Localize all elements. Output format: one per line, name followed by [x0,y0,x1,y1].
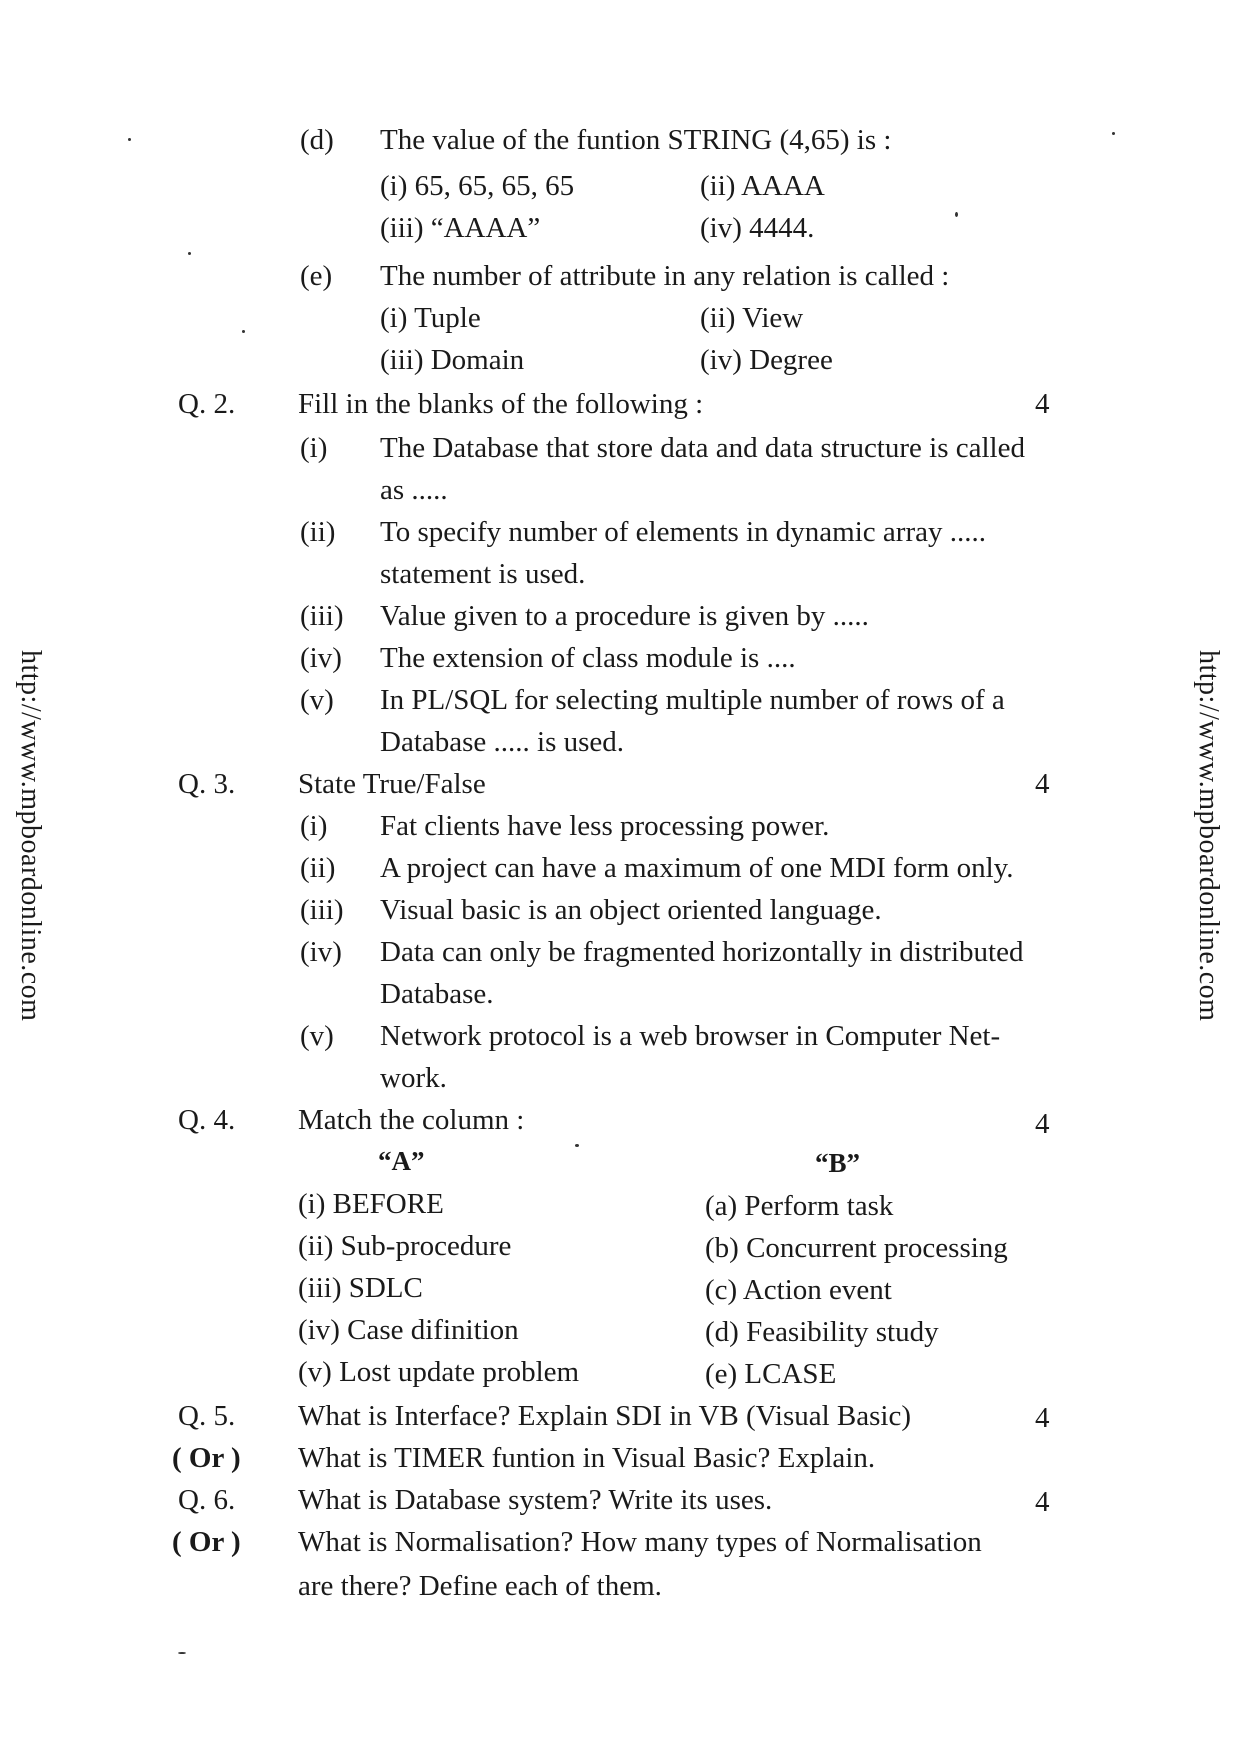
q3-item-iv-label: (iv) [300,936,342,968]
q6-or-line1: What is Normalisation? How many types of Normalisation [298,1526,982,1558]
q1e-option-iii: (iii) Domain [380,344,525,376]
q2-item-iii-line1: Value given to a procedure is given by ..... [380,600,869,632]
q5-or-label: ( Or ) [172,1442,241,1474]
scan-speck [575,1144,579,1147]
q3-item-iii-line1: Visual basic is an object oriented language. [380,894,882,926]
q1d-option-i: (i) 65, 65, 65, 65 [380,170,575,202]
q3-number: Q. 3. [178,768,236,800]
q4-col-b-item-2: (b) Concurrent processing [705,1232,1008,1264]
q4-col-a-item-2: (ii) Sub-procedure [298,1230,512,1262]
q3-item-iv-line1: Data can only be fragmented horizontally in distributed [380,936,1024,968]
q3-item-iv-line2: Database. [380,978,494,1010]
q5-marks: 4 [1035,1402,1050,1434]
q4-col-b-item-5: (e) LCASE [705,1358,837,1390]
q3-marks: 4 [1035,768,1050,800]
q1d-option-ii: (ii) AAAA [700,170,825,202]
q4-col-b-item-3: (c) Action event [705,1274,892,1306]
q2-item-ii-line1: To specify number of elements in dynamic array ..... [380,516,986,548]
q2-item-v-line2: Database ..... is used. [380,726,625,758]
q5-question: What is Interface? Explain SDI in VB (Visual Basic) [298,1400,911,1432]
q4-col-b-item-1: (a) Perform task [705,1190,894,1222]
q1d-option-iv: (iv) 4444. [700,212,815,244]
q2-item-i-line1: The Database that store data and data structure is called [380,432,1025,464]
q4-col-a-item-3: (iii) SDLC [298,1272,423,1304]
q2-item-ii-line2: statement is used. [380,558,586,590]
q1d-option-iii: (iii) “AAAA” [380,212,541,244]
q3-item-i-label: (i) [300,810,328,842]
q1e-question: The number of attribute in any relation is called : [380,260,950,292]
q6-or-line2: are there? Define each of them. [298,1570,662,1602]
q4-col-b-item-4: (d) Feasibility study [705,1316,939,1348]
q1e-option-iv: (iv) Degree [700,344,833,376]
q4-col-a-item-1: (i) BEFORE [298,1188,444,1220]
q1e-option-i: (i) Tuple [380,302,481,334]
q4-column-b-heading: “B” [815,1148,861,1178]
q4-column-a-heading: “A” [378,1146,425,1176]
q3-item-v-line1: Network protocol is a web browser in Computer Net- [380,1020,1001,1052]
q4-number: Q. 4. [178,1104,236,1136]
q5-or-question: What is TIMER funtion in Visual Basic? Explain. [298,1442,876,1474]
q6-or-label: ( Or ) [172,1526,241,1558]
q6-question: What is Database system? Write its uses. [298,1484,773,1516]
q4-marks: 4 [1035,1108,1050,1140]
q2-item-iv-label: (iv) [300,642,342,674]
scan-speck [1112,132,1115,135]
side-url-right: http://www.mpboardonline.com [1193,650,1224,1022]
q2-item-i-label: (i) [300,432,328,464]
q2-item-i-line2: as ..... [380,474,448,506]
q1e-label: (e) [300,260,333,292]
q1e-option-ii: (ii) View [700,302,804,334]
q6-marks: 4 [1035,1486,1050,1518]
scan-speck [178,1652,186,1654]
q2-item-v-line1: In PL/SQL for selecting multiple number of rows of a [380,684,1005,716]
q2-title: Fill in the blanks of the following : [298,388,704,420]
q1d-label: (d) [300,124,334,156]
q3-item-ii-line1: A project can have a maximum of one MDI form only. [380,852,1014,884]
q1d-question: The value of the funtion STRING (4,65) is : [380,124,892,156]
scan-speck [242,330,245,333]
q2-number: Q. 2. [178,388,236,420]
q2-item-iv-line1: The extension of class module is .... [380,642,796,674]
q4-title: Match the column : [298,1104,525,1136]
q3-title: State True/False [298,768,486,800]
scan-speck [128,138,131,141]
q2-item-v-label: (v) [300,684,334,716]
side-url-left: http://www.mpboardonline.com [15,650,46,1022]
q2-item-ii-label: (ii) [300,516,336,548]
q3-item-i-line1: Fat clients have less processing power. [380,810,830,842]
q3-item-iii-label: (iii) [300,894,344,926]
q4-col-a-item-5: (v) Lost update problem [298,1356,580,1388]
q4-col-a-item-4: (iv) Case difinition [298,1314,519,1346]
scan-speck [955,212,958,217]
scan-speck [188,252,191,255]
q3-item-v-label: (v) [300,1020,334,1052]
q2-marks: 4 [1035,388,1050,420]
q2-item-iii-label: (iii) [300,600,344,632]
q3-item-ii-label: (ii) [300,852,336,884]
q6-number: Q. 6. [178,1484,236,1516]
q3-item-v-line2: work. [380,1062,447,1094]
q5-number: Q. 5. [178,1400,236,1432]
